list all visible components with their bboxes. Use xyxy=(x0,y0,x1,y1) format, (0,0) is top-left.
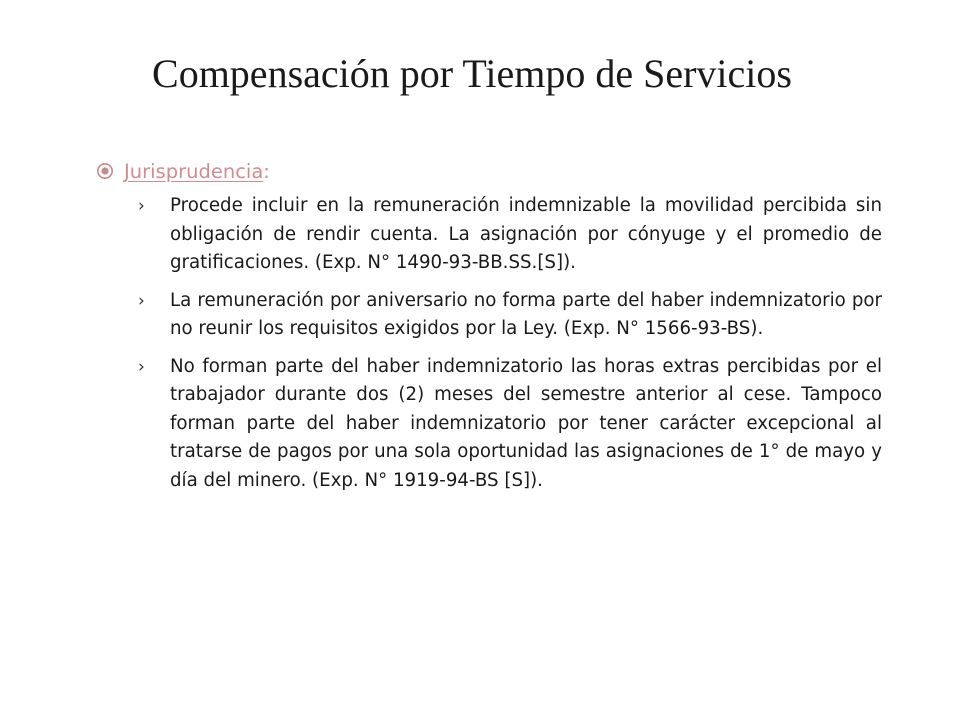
list-item-text: Procede incluir en la remuneración indemnizable la movilidad percibida sin obligación de rendir cuenta. La asignación por cónyuge y el promedio de gratificaciones. (Exp. N° 1490-93-BB.SS.[S]). xyxy=(170,195,882,273)
list-item xyxy=(138,287,882,344)
circled-dot-icon xyxy=(96,162,114,180)
heading-colon: : xyxy=(263,160,270,183)
list-item-text: La remuneración por aniversario no forma parte del haber indemnizatorio por no reunir los requisitos exigidos por la Ley. (Exp. N° 1566-93-BS). xyxy=(170,289,882,339)
chevron-right-icon: › xyxy=(138,290,145,311)
list-item xyxy=(138,353,882,496)
list-item-text: No forman parte del haber indemnizatorio las horas extras percibidas por el trabajador durante dos (2) meses del semestre anterior al cese. Tampoco forman parte del haber indemnizatorio por tener carácter excepcional al tratarse de pagos por una sola oportunidad las asignaciones de 1° de mayo y día del minero. (Exp. N° 1919-94-BS [S]). xyxy=(170,355,882,491)
list-item xyxy=(138,192,882,278)
section-heading-line xyxy=(96,158,270,186)
chevron-right-icon: › xyxy=(138,356,145,377)
jurisprudencia-link[interactable]: Jurisprudencia xyxy=(124,160,264,183)
jurisprudence-list xyxy=(138,192,882,504)
slide-title: Compensación por Tiempo de Servicios xyxy=(152,51,792,96)
chevron-right-icon: › xyxy=(138,196,145,216)
